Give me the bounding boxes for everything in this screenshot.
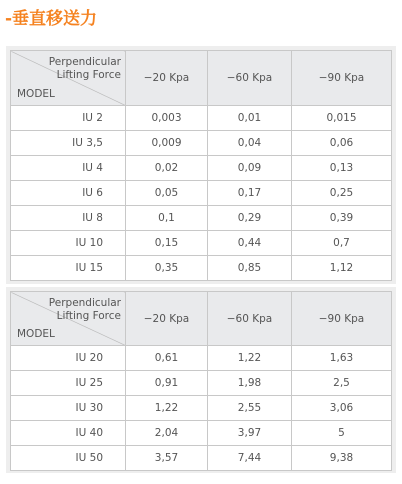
model-cell: IU 30 — [11, 396, 126, 421]
value-cell-60kpa: 1,98 — [208, 371, 292, 396]
value-cell-60kpa: 3,97 — [208, 421, 292, 446]
model-cell: IU 8 — [11, 206, 126, 231]
value-cell-60kpa: 0,44 — [208, 231, 292, 256]
column-header-20kpa: −20 Kpa — [126, 292, 208, 346]
model-cell: IU 20 — [11, 346, 126, 371]
model-cell: IU 2 — [11, 106, 126, 131]
value-cell-20kpa: 0,91 — [126, 371, 208, 396]
corner-label-lifting-force: Lifting Force — [56, 310, 121, 322]
table-header-row — [11, 292, 392, 346]
corner-label-perpendicular: Perpendicular — [48, 297, 121, 309]
value-cell-60kpa: 0,29 — [208, 206, 292, 231]
value-cell-90kpa: 0,13 — [292, 156, 392, 181]
model-cell: IU 25 — [11, 371, 126, 396]
model-cell: IU 3,5 — [11, 131, 126, 156]
value-cell-90kpa: 9,38 — [292, 446, 392, 471]
value-cell-90kpa: 0,39 — [292, 206, 392, 231]
column-header-60kpa: −60 Kpa — [208, 51, 292, 106]
table-row — [11, 181, 392, 206]
value-cell-20kpa: 3,57 — [126, 446, 208, 471]
table-body-2 — [11, 346, 392, 471]
column-header-20kpa: −20 Kpa — [126, 51, 208, 106]
model-cell: IU 40 — [11, 421, 126, 446]
table-row — [11, 256, 392, 281]
value-cell-20kpa: 0,003 — [126, 106, 208, 131]
value-cell-20kpa: 0,61 — [126, 346, 208, 371]
value-cell-60kpa: 2,55 — [208, 396, 292, 421]
model-cell: IU 15 — [11, 256, 126, 281]
value-cell-20kpa: 0,009 — [126, 131, 208, 156]
table-row — [11, 156, 392, 181]
value-cell-20kpa: 0,05 — [126, 181, 208, 206]
value-cell-90kpa: 0,06 — [292, 131, 392, 156]
value-cell-20kpa: 0,02 — [126, 156, 208, 181]
corner-header-cell — [11, 51, 126, 106]
lifting-force-table-panel-2 — [6, 287, 396, 473]
column-header-90kpa: −90 Kpa — [292, 51, 392, 106]
value-cell-90kpa: 3,06 — [292, 396, 392, 421]
value-cell-90kpa: 5 — [292, 421, 392, 446]
table-row — [11, 131, 392, 156]
model-cell: IU 4 — [11, 156, 126, 181]
value-cell-20kpa: 0,15 — [126, 231, 208, 256]
corner-label-model: MODEL — [17, 328, 55, 340]
value-cell-90kpa: 0,25 — [292, 181, 392, 206]
value-cell-60kpa: 0,85 — [208, 256, 292, 281]
value-cell-60kpa: 1,22 — [208, 346, 292, 371]
value-cell-20kpa: 0,1 — [126, 206, 208, 231]
value-cell-90kpa: 1,12 — [292, 256, 392, 281]
column-header-90kpa: −90 Kpa — [292, 292, 392, 346]
value-cell-60kpa: 0,01 — [208, 106, 292, 131]
value-cell-20kpa: 0,35 — [126, 256, 208, 281]
table-row — [11, 371, 392, 396]
value-cell-90kpa: 2,5 — [292, 371, 392, 396]
lifting-force-table-panel-1 — [6, 46, 396, 284]
value-cell-90kpa: 0,7 — [292, 231, 392, 256]
corner-label-lifting-force: Lifting Force — [56, 69, 121, 81]
table-row — [11, 396, 392, 421]
corner-label-perpendicular: Perpendicular — [48, 56, 121, 68]
value-cell-90kpa: 1,63 — [292, 346, 392, 371]
corner-label-model: MODEL — [17, 88, 55, 100]
table-header-row — [11, 51, 392, 106]
table-row — [11, 206, 392, 231]
value-cell-60kpa: 0,17 — [208, 181, 292, 206]
table-row — [11, 446, 392, 471]
corner-header-cell — [11, 292, 126, 346]
model-cell: IU 10 — [11, 231, 126, 256]
section-title: -垂直移送力 — [5, 9, 98, 29]
lifting-force-table-2 — [10, 291, 392, 471]
column-header-60kpa: −60 Kpa — [208, 292, 292, 346]
table-row — [11, 346, 392, 371]
value-cell-60kpa: 0,09 — [208, 156, 292, 181]
value-cell-20kpa: 2,04 — [126, 421, 208, 446]
table-body-1 — [11, 106, 392, 281]
model-cell: IU 50 — [11, 446, 126, 471]
table-row — [11, 106, 392, 131]
value-cell-60kpa: 7,44 — [208, 446, 292, 471]
lifting-force-table-1 — [10, 50, 392, 281]
value-cell-20kpa: 1,22 — [126, 396, 208, 421]
value-cell-60kpa: 0,04 — [208, 131, 292, 156]
table-row — [11, 421, 392, 446]
value-cell-90kpa: 0,015 — [292, 106, 392, 131]
model-cell: IU 6 — [11, 181, 126, 206]
table-row — [11, 231, 392, 256]
